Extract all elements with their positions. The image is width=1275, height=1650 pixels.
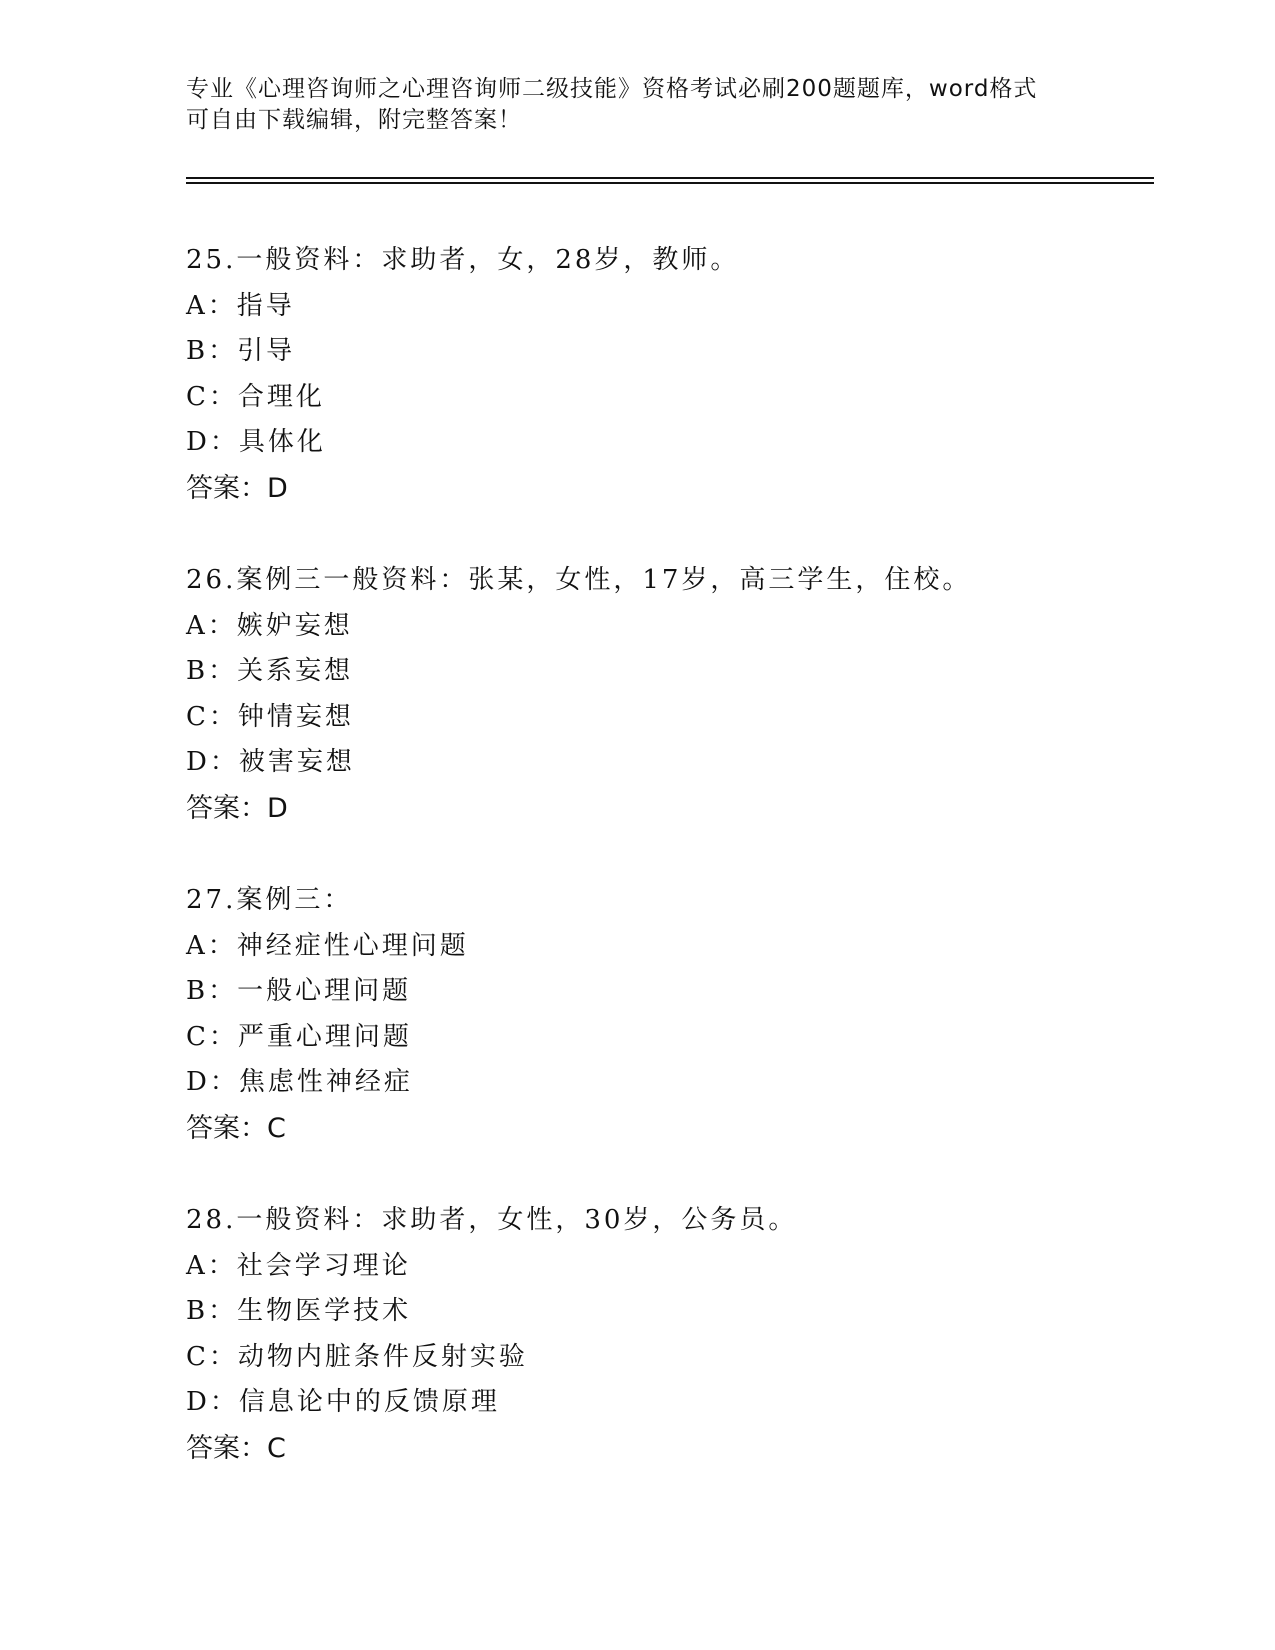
option-d: D：焦虑性神经症 xyxy=(186,1067,413,1097)
document-header xyxy=(186,74,1086,136)
option-c: C：动物内脏条件反射实验 xyxy=(186,1341,528,1372)
question-stem: 25.一般资料：求助者，女，28岁，教师。 xyxy=(186,245,740,275)
question-27 xyxy=(186,878,1146,1151)
option-c: C：钟情妄想 xyxy=(186,701,354,732)
option-a: A：指导 xyxy=(186,290,295,321)
header-line-2: 可自由下载编辑，附完整答案！ xyxy=(186,107,522,133)
option-c: C：严重心理问题 xyxy=(186,1021,412,1052)
option-d: D：被害妄想 xyxy=(186,747,355,777)
option-d: D：具体化 xyxy=(186,427,326,457)
option-b: B：生物医学技术 xyxy=(186,1296,412,1326)
question-25 xyxy=(186,238,1146,511)
option-a: A：神经症性心理问题 xyxy=(186,930,469,961)
answer-label: 答案：C xyxy=(186,1432,286,1464)
header-divider-bottom xyxy=(186,182,1154,184)
option-c: C：合理化 xyxy=(186,381,325,412)
answer-label: 答案：D xyxy=(186,792,288,824)
header-line-1: 专业《心理咨询师之心理咨询师二级技能》资格考试必刷200题题库，word格式 xyxy=(186,76,1038,102)
question-stem: 26.案例三一般资料：张某，女性，17岁，高三学生，住校。 xyxy=(186,565,972,595)
option-a: A：社会学习理论 xyxy=(186,1250,411,1281)
answer-label: 答案：C xyxy=(186,1112,286,1144)
option-a: A：嫉妒妄想 xyxy=(186,610,353,641)
option-d: D：信息论中的反馈原理 xyxy=(186,1387,500,1417)
option-b: B：引导 xyxy=(186,336,296,366)
option-b: B：关系妄想 xyxy=(186,656,354,686)
question-stem: 27.案例三： xyxy=(186,885,353,915)
question-28 xyxy=(186,1198,1146,1471)
option-b: B：一般心理问题 xyxy=(186,976,412,1006)
answer-label: 答案：D xyxy=(186,472,288,504)
header-divider-top xyxy=(186,177,1154,179)
question-26 xyxy=(186,558,1146,831)
question-stem: 28.一般资料：求助者，女性，30岁，公务员。 xyxy=(186,1205,798,1235)
